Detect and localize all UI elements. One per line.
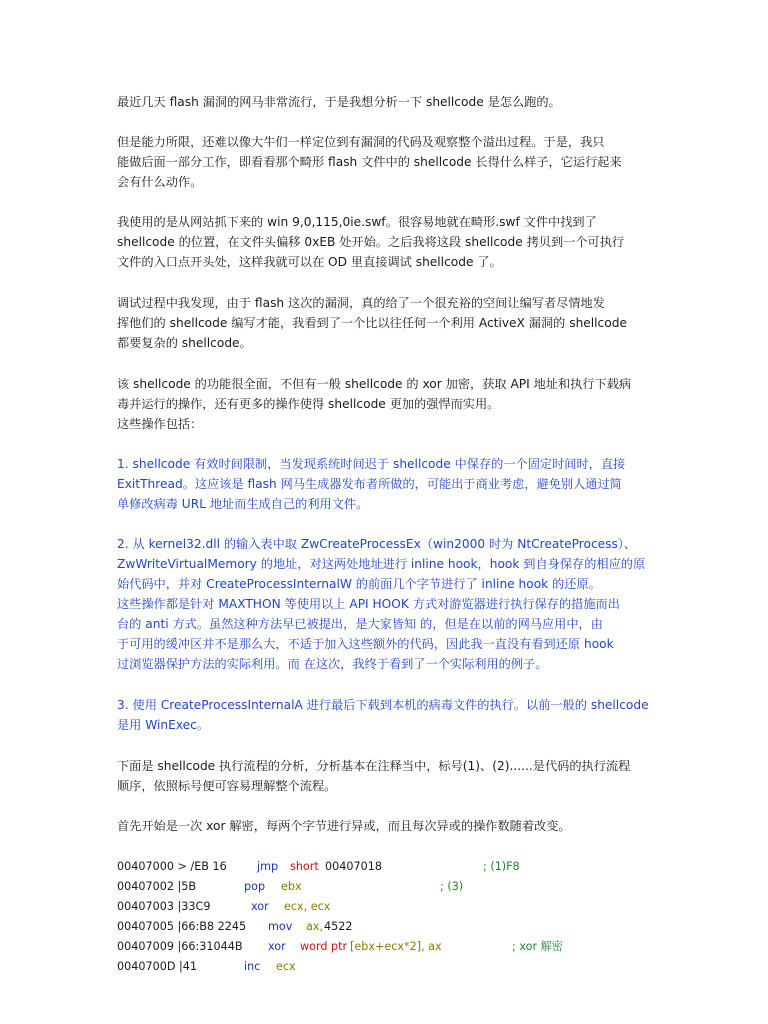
code-operand: ebx — [281, 880, 302, 893]
text-line: 能做后面一部分工作，即看看那个畸形 flash 文件中的 shellcode 长得什么样子，它运行起来 — [117, 155, 622, 169]
code-address: 00407002 |5B — [117, 880, 197, 893]
text-line: 单修改病毒 URL 地址而生成自己的利用文件。 — [117, 497, 369, 511]
text-line: 台的 anti 方式。虽然这种方法早已被提出，是大家皆知 的，但是在以前的网马应用中，由 — [117, 617, 603, 631]
text-line: ZwWriteVirtualMemory 的地址，对这两处地址进行 inline hook，hook 到自身保存的相应的原 — [117, 557, 646, 571]
text-line: 这些操作都是针对 MAXTHON 等使用以上 API HOOK 方式对游览器进行执行保存的措施而出 — [117, 597, 620, 611]
code-address: 00407009 |66:31044B — [117, 940, 243, 953]
item-1-paragraph — [117, 454, 655, 514]
code-operand: ecx, ecx — [284, 900, 331, 913]
text-line: 但是能力所限，还难以像大牛们一样定位到有漏洞的代码及观察整个溢出过程。于是，我只 — [117, 135, 605, 149]
text-line: 该 shellcode 的功能很全面，不但有一般 shellcode 的 xor 加密，获取 API 地址和执行下载病 — [117, 377, 632, 391]
text-line: 顺序，依照标号便可容易理解整个流程。 — [117, 779, 337, 793]
text-line: 下面是 shellcode 执行流程的分析，分析基本在注释当中，标号(1)、(2)......是代码的执行流程 — [117, 759, 631, 773]
text-line: 我使用的是从网站抓下来的 win 9,0,115,0ie.swf。很容易地就在畸形.swf 文件中找到了 — [117, 215, 597, 229]
debug-paragraph — [117, 293, 655, 353]
item-2-paragraph — [117, 534, 655, 674]
text-line: 文件的入口点开头处，这样我就可以在 OD 里直接调试 shellcode 了。 — [117, 255, 502, 269]
code-mnemonic: pop — [244, 880, 266, 893]
code-operand: [ebx+ecx*2], ax — [350, 940, 442, 953]
code-line — [117, 917, 717, 937]
code-mnemonic: mov — [268, 920, 293, 933]
code-address: 00407000 > /EB 16 — [117, 860, 227, 873]
text-line: 毒并运行的操作，还有更多的操作使得 shellcode 更加的强悍而实用。 — [117, 397, 500, 411]
text-line: ExitThread。这应该是 flash 网马生成器发布者所做的，可能出于商业考虑，避免别人通过简 — [117, 477, 622, 491]
code-mnemonic: xor — [268, 940, 286, 953]
code-address: 00407003 |33C9 — [117, 900, 211, 913]
code-comment: ; (1)F8 — [483, 860, 520, 873]
text-line: 最近几天 flash 漏洞的网马非常流行，于是我想分析一下 shellcode 是怎么跑的。 — [117, 95, 561, 109]
text-line: 都要复杂的 shellcode。 — [117, 336, 252, 350]
code-line — [117, 877, 717, 897]
text-line: 2. 从 kernel32.dll 的输入表中取 ZwCreateProcessEx（win2000 时为 NtCreateProcess）、 — [117, 537, 637, 551]
code-operand: 00407018 — [325, 860, 382, 873]
code-line — [117, 897, 717, 917]
code-address: 0040700D |41 — [117, 960, 198, 973]
text-line: 于可用的缓冲区并不是那么大，不适于加入这些额外的代码，因此我一直没有看到还原 hook — [117, 637, 614, 651]
code-mnemonic: jmp — [257, 860, 279, 873]
analysis-intro-paragraph — [117, 756, 655, 796]
code-comment: ; (3) — [440, 880, 464, 893]
text-line: 1. shellcode 有效时间限制，当发现系统时间迟于 shellcode 中保存的一个固定时间时，直接 — [117, 457, 626, 471]
item-3-paragraph — [117, 695, 655, 735]
code-comment: ; xor 解密 — [512, 940, 563, 953]
features-paragraph — [117, 374, 655, 434]
text-line: 始代码中，并对 CreateProcessInternalW 的前面几个字节进行了 inline hook 的还原。 — [117, 577, 601, 591]
code-line — [117, 937, 717, 957]
text-line: 3. 使用 CreateProcessInternalA 进行最后下载到本机的病毒文件的执行。以前一般的 shellcode — [117, 698, 649, 712]
text-line: 这些操作包括： — [117, 417, 203, 431]
code-mnemonic: inc — [244, 960, 261, 973]
code-line — [117, 857, 717, 877]
text-line: 挥他们的 shellcode 编写才能，我看到了一个比以往任何一个利用 ActiveX 漏洞的 shellcode — [117, 316, 627, 330]
code-line — [117, 957, 717, 977]
text-line: 过浏览器保护方法的实际利用。而 在这次，我终于看到了一个实际利用的例子。 — [117, 657, 548, 671]
code-address: 00407005 |66:B8 2245 — [117, 920, 247, 933]
ability-paragraph — [117, 132, 655, 192]
intro-paragraph — [117, 92, 655, 112]
code-keyword: word ptr — [300, 940, 348, 953]
code-keyword: short — [290, 860, 319, 873]
text-line: 会有什么动作。 — [117, 175, 203, 189]
text-line: 是用 WinExec。 — [117, 718, 210, 732]
code-mnemonic: xor — [251, 900, 269, 913]
sample-paragraph — [117, 212, 655, 272]
text-line: 首先开始是一次 xor 解密，每两个字节进行异或，而且每次异或的操作数随着改变。 — [117, 819, 571, 833]
code-operand: ecx — [276, 960, 296, 973]
text-line: shellcode 的位置，在文件头偏移 0xEB 处开始。之后我将这段 shellcode 拷贝到一个可执行 — [117, 235, 625, 249]
text-line: 调试过程中我发现，由于 flash 这次的漏洞，真的给了一个很充裕的空间让编写者尽情地发 — [117, 296, 605, 310]
code-operand: 4522 — [324, 920, 353, 933]
code-register: ax, — [306, 920, 324, 933]
xor-intro-paragraph — [117, 816, 655, 836]
